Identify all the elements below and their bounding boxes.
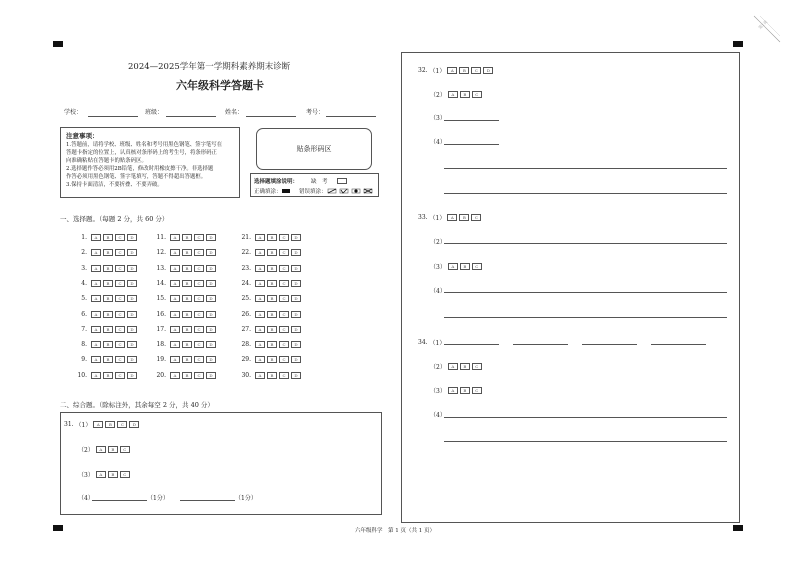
q33-p3-option-b[interactable]: B	[460, 263, 470, 270]
mc-question	[239, 249, 301, 256]
q32-p2-option-b[interactable]: B	[460, 91, 470, 98]
mc-option-a[interactable]: A	[91, 234, 101, 241]
q34-p1-blank3[interactable]	[582, 344, 637, 345]
q33-number: 33.	[418, 214, 428, 221]
mc-question	[239, 326, 301, 333]
mc-option-b[interactable]: B	[182, 234, 192, 241]
mc-option-b[interactable]: B	[267, 326, 277, 333]
q32-answer-line[interactable]	[444, 168, 727, 169]
q31-p1-option-b[interactable]: B	[105, 421, 115, 428]
mc-question	[239, 372, 301, 379]
q32-p4-label: （4）	[430, 139, 446, 146]
mc-question	[239, 295, 301, 302]
q33-part3	[430, 262, 482, 271]
mc-option-b[interactable]: B	[182, 341, 192, 348]
mc-question	[75, 249, 137, 256]
mc-option-a[interactable]: A	[91, 280, 101, 287]
q34-p4-blank[interactable]	[444, 417, 727, 418]
mc-option-d[interactable]: D	[291, 280, 301, 287]
mc-option-d[interactable]: D	[291, 356, 301, 363]
q31-p3-option-b[interactable]: B	[108, 471, 118, 478]
mc-option-b[interactable]: B	[267, 341, 277, 348]
q34-answer-line[interactable]	[444, 441, 727, 442]
q31-p1-label: （1）	[75, 422, 92, 429]
q33-answer-line[interactable]	[444, 317, 727, 318]
q34-p1-blank4[interactable]	[651, 344, 706, 345]
mc-question	[154, 295, 216, 302]
mc-option-a[interactable]: A	[170, 295, 180, 302]
mc-option-d[interactable]: D	[206, 295, 216, 302]
mc-option-a[interactable]: A	[255, 311, 265, 318]
mc-option-c[interactable]: C	[279, 234, 289, 241]
q34-p1-label: （1）	[429, 340, 446, 347]
q31-score2: （1分）	[235, 495, 257, 502]
mc-option-b[interactable]: B	[103, 295, 113, 302]
mc-question-number: 19.	[156, 356, 166, 364]
q32-p1-option-d[interactable]: D	[483, 67, 493, 74]
mc-option-b[interactable]: B	[103, 311, 113, 318]
right-answer-area	[401, 52, 740, 523]
mc-option-c[interactable]: C	[279, 265, 289, 272]
mc-question-number: 30.	[241, 371, 251, 379]
mc-option-d[interactable]: D	[291, 295, 301, 302]
q31-p2-label: （2）	[78, 447, 94, 454]
name-field[interactable]	[246, 116, 296, 117]
mc-option-c[interactable]: C	[194, 265, 204, 272]
correct-fill-label: 正确填涂：	[254, 189, 282, 195]
notice-box	[60, 127, 240, 198]
mc-question-number: 20.	[156, 371, 166, 379]
mc-question	[75, 280, 137, 287]
q32-p2-option-c[interactable]: C	[472, 91, 482, 98]
mc-question-number: 7.	[81, 325, 87, 333]
mc-option-b[interactable]: B	[267, 234, 277, 241]
position-mark	[53, 525, 63, 531]
mc-option-c[interactable]: C	[194, 372, 204, 379]
mc-option-b[interactable]: B	[267, 356, 277, 363]
q32-p1-label: （1）	[429, 68, 446, 75]
mc-question	[239, 280, 301, 287]
q33-p3-option-a[interactable]: A	[448, 263, 458, 270]
mc-question	[75, 341, 137, 348]
mc-option-c[interactable]: C	[279, 311, 289, 318]
mc-option-d[interactable]: D	[291, 311, 301, 318]
q33-p1-option-c[interactable]: C	[471, 214, 481, 221]
mc-option-c[interactable]: C	[279, 280, 289, 287]
mc-option-d[interactable]: D	[127, 326, 137, 333]
mc-question	[75, 234, 137, 241]
mc-option-d[interactable]: D	[127, 341, 137, 348]
q32-p1-option-a[interactable]: A	[447, 67, 457, 74]
mc-question-number: 25.	[241, 295, 251, 303]
mc-option-b[interactable]: B	[103, 326, 113, 333]
mc-question-number: 5.	[81, 295, 87, 303]
q33-part1	[418, 213, 481, 222]
page-footer: 六年级科学 第 1 页（共 1 页）	[355, 528, 435, 534]
q33-p1-option-b[interactable]: B	[459, 214, 469, 221]
mc-option-a[interactable]: A	[255, 356, 265, 363]
position-mark	[733, 525, 743, 531]
q34-p1-blank1[interactable]	[444, 344, 499, 345]
mc-question	[239, 341, 301, 348]
absent-checkbox[interactable]	[337, 178, 347, 184]
q32-answer-line[interactable]	[444, 193, 727, 194]
mc-question	[154, 341, 216, 348]
mc-option-a[interactable]: A	[170, 356, 180, 363]
q32-number: 32.	[418, 67, 428, 74]
mc-option-a[interactable]: A	[255, 326, 265, 333]
q32-p3-blank[interactable]	[444, 120, 499, 121]
mc-option-d[interactable]: D	[127, 356, 137, 363]
q31-p4-blank1[interactable]	[92, 500, 147, 501]
mc-question-number: 4.	[81, 279, 87, 287]
q34-part1	[418, 338, 445, 347]
q31-p2-option-c[interactable]: C	[120, 446, 130, 453]
mc-option-b[interactable]: B	[182, 280, 192, 287]
notice-line: 1.答题前，请将学校、班级、姓名和考号用黑色钢笔、签字笔写在	[66, 142, 223, 148]
mc-question-number: 2.	[81, 249, 87, 257]
mc-option-a[interactable]: A	[255, 280, 265, 287]
mc-option-c[interactable]: C	[279, 341, 289, 348]
name-label: 姓名：	[225, 109, 244, 116]
q34-number: 34.	[418, 339, 428, 346]
mc-option-b[interactable]: B	[267, 249, 277, 256]
q32-p4-blank[interactable]	[444, 144, 499, 145]
exam-no-field[interactable]	[326, 116, 376, 117]
mc-question-number: 9.	[81, 356, 87, 364]
wrong-fill-label: 错误填涂：	[299, 189, 327, 195]
q31-p4-blank2[interactable]	[180, 500, 235, 501]
mc-question	[239, 356, 301, 363]
mc-option-c[interactable]: C	[194, 311, 204, 318]
notice-line: 作答必须用黑色钢笔、签字笔填写，答题不得超出答题框。	[66, 174, 207, 180]
mc-question	[154, 265, 216, 272]
mc-question-number: 21.	[241, 234, 251, 241]
mc-option-a[interactable]: A	[255, 295, 265, 302]
mc-option-d[interactable]: D	[291, 341, 301, 348]
mc-option-b[interactable]: B	[182, 295, 192, 302]
mc-option-b[interactable]: B	[267, 295, 277, 302]
mc-option-b[interactable]: B	[103, 356, 113, 363]
mc-question	[75, 372, 137, 379]
q31-p1-option-d[interactable]: D	[129, 421, 139, 428]
position-mark	[733, 41, 743, 47]
mc-option-c[interactable]: C	[115, 311, 125, 318]
q31-part3	[78, 470, 130, 479]
mc-option-a[interactable]: A	[170, 372, 180, 379]
mc-question	[239, 265, 301, 272]
q34-p3-option-c[interactable]: C	[472, 387, 482, 394]
mc-option-b[interactable]: B	[267, 372, 277, 379]
mc-question-number: 29.	[241, 356, 251, 364]
mc-question-number: 6.	[81, 310, 87, 318]
q32-p1-option-b[interactable]: B	[459, 67, 469, 74]
mc-option-c[interactable]: C	[115, 326, 125, 333]
correct-fill-icon	[282, 189, 290, 193]
mc-question	[154, 249, 216, 256]
mc-option-a[interactable]: A	[255, 341, 265, 348]
mc-question	[75, 311, 137, 318]
mc-option-b[interactable]: B	[267, 280, 277, 287]
mc-option-c[interactable]: C	[115, 280, 125, 287]
mc-option-b[interactable]: B	[103, 280, 113, 287]
q34-p3-option-a[interactable]: A	[448, 387, 458, 394]
barcode-area	[256, 128, 372, 170]
q33-p4-blank[interactable]	[444, 292, 727, 293]
mc-option-c[interactable]: C	[115, 356, 125, 363]
q32-p3-label: （3）	[430, 115, 446, 122]
mc-option-d[interactable]: D	[127, 280, 137, 287]
mc-question-number: 10.	[77, 371, 87, 379]
mc-question-number: 27.	[241, 325, 251, 333]
mc-option-b[interactable]: B	[267, 311, 277, 318]
q34-part2	[430, 362, 482, 371]
mc-question	[154, 356, 216, 363]
q33-part2	[430, 237, 446, 246]
mc-option-c[interactable]: C	[279, 326, 289, 333]
mc-question-number: 18.	[156, 341, 166, 349]
mc-question	[75, 265, 137, 272]
mc-question	[154, 326, 216, 333]
exam-title: 2024—2025学年第一学期科素养期末诊断	[128, 62, 291, 72]
q33-part4	[430, 286, 446, 295]
q34-p3-label: （3）	[430, 388, 446, 395]
mc-option-c[interactable]: C	[115, 295, 125, 302]
exam-no-label: 考号：	[306, 109, 325, 116]
mc-option-c[interactable]: C	[279, 295, 289, 302]
mc-question-number: 3.	[81, 264, 87, 272]
q34-p2-option-b[interactable]: B	[460, 363, 470, 370]
q31-p2-option-b[interactable]: B	[108, 446, 118, 453]
q34-p2-option-c[interactable]: C	[472, 363, 482, 370]
mc-option-d[interactable]: D	[206, 311, 216, 318]
school-label: 学校：	[64, 109, 83, 116]
q31-p3-label: （3）	[78, 472, 94, 479]
mc-option-a[interactable]: A	[170, 311, 180, 318]
mc-option-d[interactable]: D	[206, 356, 216, 363]
mc-option-a[interactable]: A	[170, 326, 180, 333]
mc-option-a[interactable]: A	[91, 265, 101, 272]
mc-question-number: 23.	[241, 264, 251, 272]
mc-option-a[interactable]: A	[170, 341, 180, 348]
q34-p4-label: （4）	[430, 412, 446, 419]
mc-option-c[interactable]: C	[279, 372, 289, 379]
q33-p1-label: （1）	[429, 215, 446, 222]
mc-option-b[interactable]: B	[182, 326, 192, 333]
q32-part1	[418, 66, 493, 75]
mc-option-b[interactable]: B	[182, 372, 192, 379]
mc-option-c[interactable]: C	[194, 249, 204, 256]
mc-option-d[interactable]: D	[206, 341, 216, 348]
q34-p3-option-b[interactable]: B	[460, 387, 470, 394]
class-field[interactable]	[166, 116, 216, 117]
mc-option-d[interactable]: D	[127, 372, 137, 379]
mc-question-number: 15.	[156, 295, 166, 303]
mc-option-a[interactable]: A	[170, 234, 180, 241]
notice-line: 3.保持卡面清洁，不要折叠、不要弄破。	[66, 182, 163, 188]
mc-question-number: 17.	[156, 325, 166, 333]
q33-p3-option-c[interactable]: C	[472, 263, 482, 270]
notice-heading: 注意事项：	[66, 132, 99, 140]
mc-option-c[interactable]: C	[194, 234, 204, 241]
mc-option-c[interactable]: C	[194, 326, 204, 333]
mc-option-c[interactable]: C	[115, 234, 125, 241]
mc-option-b[interactable]: B	[103, 249, 113, 256]
mc-option-a[interactable]: A	[91, 326, 101, 333]
q31-p3-option-c[interactable]: C	[120, 471, 130, 478]
mc-question-number: 14.	[156, 279, 166, 287]
mc-question	[75, 356, 137, 363]
mc-option-b[interactable]: B	[103, 372, 113, 379]
q31-p1-option-a[interactable]: A	[93, 421, 103, 428]
mc-option-c[interactable]: C	[115, 341, 125, 348]
mc-option-d[interactable]: D	[127, 234, 137, 241]
mc-question-number: 16.	[156, 310, 166, 318]
q33-p2-label: （2）	[430, 239, 446, 246]
mc-question	[239, 234, 301, 241]
mc-option-a[interactable]: A	[91, 341, 101, 348]
fill-legend-title: 选择题填涂说明：	[254, 179, 299, 185]
mc-question-number: 8.	[81, 341, 87, 349]
q33-p1-option-a[interactable]: A	[447, 214, 457, 221]
mc-option-d[interactable]: D	[291, 249, 301, 256]
mc-option-b[interactable]: B	[103, 234, 113, 241]
mc-option-a[interactable]: A	[170, 265, 180, 272]
notice-line: 向准确粘贴在答题卡的贴条码区。	[66, 158, 147, 164]
barcode-label: 贴条形码区	[296, 145, 332, 153]
q34-p1-blank2[interactable]	[513, 344, 568, 345]
q32-p2-option-a[interactable]: A	[448, 91, 458, 98]
page-title: 六年级科学答题卡	[176, 79, 264, 92]
mc-option-b[interactable]: B	[267, 265, 277, 272]
mc-question-number: 26.	[241, 310, 251, 318]
notice-line: 答题卡指定的位置上，认真核对条形码上的考生号，将条形码正	[66, 150, 217, 156]
q33-p3-label: （3）	[430, 264, 446, 271]
q31-p4-label: （4）	[78, 495, 94, 502]
q31-p2-option-a[interactable]: A	[96, 446, 106, 453]
mc-option-c[interactable]: C	[115, 372, 125, 379]
q33-p4-label: （4）	[430, 288, 446, 295]
mc-question-number: 12.	[156, 249, 166, 257]
mc-option-b[interactable]: B	[182, 311, 192, 318]
page-corner-icon	[752, 14, 782, 44]
mc-question-number: 22.	[241, 249, 251, 257]
mc-option-d[interactable]: D	[206, 372, 216, 379]
mc-question-number: 1.	[81, 234, 87, 241]
mc-question-number: 13.	[156, 264, 166, 272]
mc-option-c[interactable]: C	[115, 249, 125, 256]
mc-question-number: 24.	[241, 279, 251, 287]
notice-line: 2.选择题作答必须用2B铅笔，修改时用橡皮擦干净。非选择题	[66, 166, 214, 172]
q31-p1-option-c[interactable]: C	[117, 421, 127, 428]
mc-option-d[interactable]: D	[291, 265, 301, 272]
q31-part2	[78, 445, 130, 454]
mc-option-d[interactable]: D	[291, 326, 301, 333]
section1-title: 一、选择题。（每题 2 分，共 60 分）	[60, 215, 169, 223]
mc-option-a[interactable]: A	[91, 311, 101, 318]
mc-option-c[interactable]: C	[279, 249, 289, 256]
mc-option-d[interactable]: D	[291, 234, 301, 241]
mc-question	[154, 234, 216, 241]
mc-option-b[interactable]: B	[182, 356, 192, 363]
q32-p2-label: （2）	[430, 92, 446, 99]
q34-p2-option-a[interactable]: A	[448, 363, 458, 370]
mc-option-c[interactable]: C	[194, 295, 204, 302]
fill-legend	[250, 173, 379, 197]
mc-option-a[interactable]: A	[255, 249, 265, 256]
mc-option-b[interactable]: B	[182, 249, 192, 256]
mc-option-a[interactable]: A	[91, 249, 101, 256]
mc-option-b[interactable]: B	[103, 341, 113, 348]
mc-option-b[interactable]: B	[103, 265, 113, 272]
absent-label: 缺 考	[311, 179, 328, 185]
corner-note: 第1页	[757, 19, 769, 31]
mc-option-b[interactable]: B	[182, 265, 192, 272]
wrong-fill-icons	[327, 187, 377, 195]
q33-p2-blank[interactable]	[444, 243, 727, 244]
mc-question	[75, 295, 137, 302]
q31-part1	[64, 420, 139, 429]
class-label: 班级：	[145, 109, 164, 116]
mc-option-a[interactable]: A	[170, 280, 180, 287]
q31-score1: （1分）	[147, 495, 169, 502]
mc-option-d[interactable]: D	[206, 265, 216, 272]
mc-question	[154, 372, 216, 379]
section2-title: 二、综合题。（除标注外，其余每空 2 分，共 40 分）	[60, 401, 214, 409]
q31-p3-option-a[interactable]: A	[96, 471, 106, 478]
mc-option-d[interactable]: D	[206, 249, 216, 256]
mc-option-a[interactable]: A	[255, 265, 265, 272]
q34-part3	[430, 386, 482, 395]
mc-option-c[interactable]: C	[194, 280, 204, 287]
mc-option-c[interactable]: C	[194, 356, 204, 363]
mc-option-a[interactable]: A	[91, 372, 101, 379]
mc-option-a[interactable]: A	[91, 356, 101, 363]
q34-p2-label: （2）	[430, 364, 446, 371]
mc-question	[239, 311, 301, 318]
mc-option-a[interactable]: A	[91, 295, 101, 302]
mc-option-a[interactable]: A	[255, 234, 265, 241]
mc-option-d[interactable]: D	[127, 311, 137, 318]
mc-option-d[interactable]: D	[206, 280, 216, 287]
position-mark	[53, 41, 63, 47]
mc-option-d[interactable]: D	[206, 234, 216, 241]
mc-option-d[interactable]: D	[127, 249, 137, 256]
mc-option-c[interactable]: C	[115, 265, 125, 272]
mc-option-a[interactable]: A	[170, 249, 180, 256]
mc-option-d[interactable]: D	[206, 326, 216, 333]
mc-option-d[interactable]: D	[291, 372, 301, 379]
mc-question	[154, 311, 216, 318]
mc-option-c[interactable]: C	[279, 356, 289, 363]
mc-option-d[interactable]: D	[127, 295, 137, 302]
mc-option-a[interactable]: A	[255, 372, 265, 379]
mc-question	[75, 326, 137, 333]
q31-number: 31.	[64, 421, 74, 428]
school-field[interactable]	[88, 116, 138, 117]
mc-option-d[interactable]: D	[127, 265, 137, 272]
q32-part2	[430, 90, 482, 99]
q32-p1-option-c[interactable]: C	[471, 67, 481, 74]
mc-question-number: 11.	[156, 234, 166, 241]
mc-option-c[interactable]: C	[194, 341, 204, 348]
mc-question-number: 28.	[241, 341, 251, 349]
mc-question	[154, 280, 216, 287]
